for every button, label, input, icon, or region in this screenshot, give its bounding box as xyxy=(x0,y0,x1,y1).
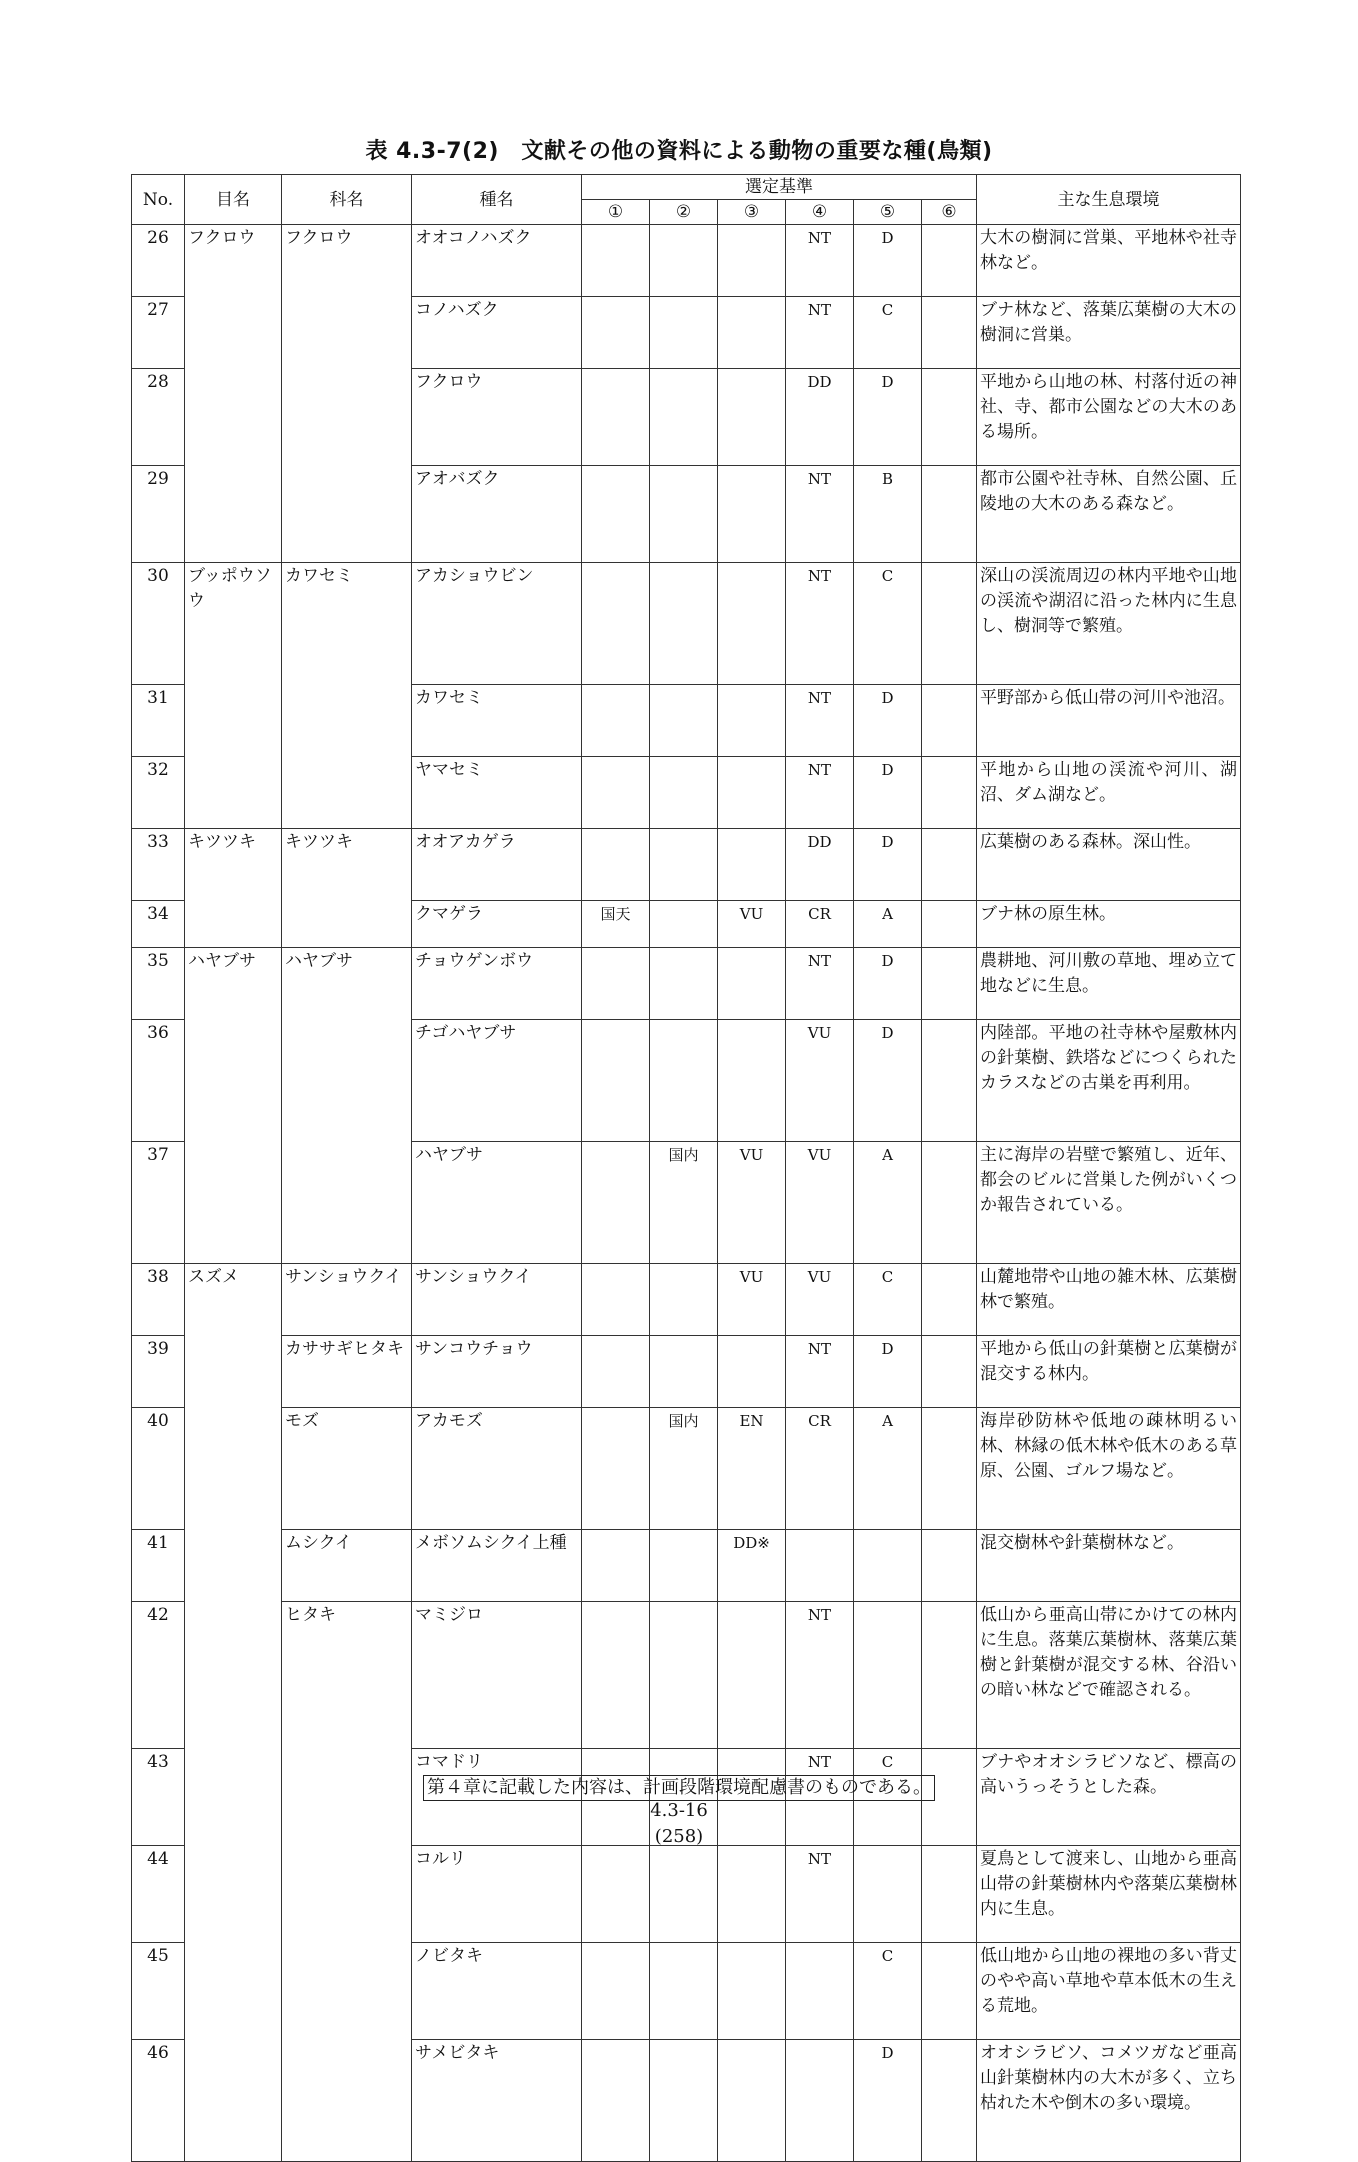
cell-criterion-3 xyxy=(718,1846,786,1943)
cell-criterion-3 xyxy=(718,563,786,685)
cell-criterion-1 xyxy=(582,225,650,297)
cell-habitat: ブナやオオシラビソなど、標高の高いうっそうとした森。 xyxy=(977,1749,1241,1846)
cell-criterion-6 xyxy=(922,1846,977,1943)
cell-criterion-3 xyxy=(718,2040,786,2162)
cell-family: フクロウ xyxy=(282,225,412,563)
cell-habitat: 広葉樹のある森林。深山性。 xyxy=(977,829,1241,901)
cell-criterion-6 xyxy=(922,1530,977,1602)
cell-criterion-5 xyxy=(854,1530,922,1602)
cell-criterion-6 xyxy=(922,1264,977,1336)
cell-criterion-4 xyxy=(786,1943,854,2040)
cell-no: 40 xyxy=(132,1408,185,1530)
cell-criterion-3 xyxy=(718,1336,786,1408)
cell-species: クマゲラ xyxy=(412,901,582,948)
cell-species: サンショウクイ xyxy=(412,1264,582,1336)
table-row xyxy=(132,563,1241,685)
cell-family: ハヤブサ xyxy=(282,948,412,1264)
header-family: 科名 xyxy=(282,175,412,225)
cell-criterion-1 xyxy=(582,1020,650,1142)
cell-species: ヤマセミ xyxy=(412,757,582,829)
header-criterion-4: ④ xyxy=(786,200,854,225)
cell-no: 45 xyxy=(132,1943,185,2040)
cell-criterion-1 xyxy=(582,1530,650,1602)
species-table xyxy=(131,174,1241,2162)
cell-criterion-5: B xyxy=(854,466,922,563)
cell-criterion-2 xyxy=(650,1846,718,1943)
cell-criterion-3: DD※ xyxy=(718,1530,786,1602)
page-number-sub: (258) xyxy=(654,1826,704,1847)
cell-criterion-4: NT xyxy=(786,225,854,297)
table-row xyxy=(132,1602,1241,1749)
table-header xyxy=(132,175,1241,225)
cell-no: 37 xyxy=(132,1142,185,1264)
header-habitat: 主な生息環境 xyxy=(977,175,1241,225)
cell-criterion-1 xyxy=(582,1602,650,1749)
table-row xyxy=(132,1530,1241,1602)
cell-criterion-2 xyxy=(650,1943,718,2040)
cell-habitat: 農耕地、河川敷の草地、埋め立て地などに生息。 xyxy=(977,948,1241,1020)
cell-species: マミジロ xyxy=(412,1602,582,1749)
cell-criterion-5: D xyxy=(854,685,922,757)
cell-species: オオアカゲラ xyxy=(412,829,582,901)
cell-criterion-2 xyxy=(650,1336,718,1408)
cell-criterion-3 xyxy=(718,829,786,901)
cell-criterion-6 xyxy=(922,901,977,948)
cell-family: サンショウクイ xyxy=(282,1264,412,1336)
cell-criterion-2 xyxy=(650,1020,718,1142)
cell-criterion-5: D xyxy=(854,1336,922,1408)
cell-criterion-4: NT xyxy=(786,685,854,757)
cell-criterion-3: VU xyxy=(718,901,786,948)
cell-species: ハヤブサ xyxy=(412,1142,582,1264)
cell-criterion-5: A xyxy=(854,901,922,948)
cell-criterion-2 xyxy=(650,685,718,757)
cell-criterion-5: C xyxy=(854,1943,922,2040)
cell-criterion-4: NT xyxy=(786,297,854,369)
cell-criterion-4: VU xyxy=(786,1020,854,1142)
cell-criterion-6 xyxy=(922,563,977,685)
cell-criterion-4: CR xyxy=(786,901,854,948)
cell-criterion-3 xyxy=(718,225,786,297)
cell-criterion-2 xyxy=(650,563,718,685)
table-row xyxy=(132,829,1241,901)
cell-habitat: 深山の渓流周辺の林内平地や山地の渓流や湖沼に沿った林内に生息し、樹洞等で繁殖。 xyxy=(977,563,1241,685)
page-number: 4.3-16 xyxy=(650,1800,708,1821)
cell-criterion-5: C xyxy=(854,1264,922,1336)
cell-species: メボソムシクイ上種 xyxy=(412,1530,582,1602)
cell-habitat: 平地から山地の渓流や河川、湖沼、ダム湖など。 xyxy=(977,757,1241,829)
cell-criterion-4: NT xyxy=(786,466,854,563)
cell-habitat: 平野部から低山帯の河川や池沼。 xyxy=(977,685,1241,757)
cell-criterion-2: 国内 xyxy=(650,1142,718,1264)
cell-criterion-4: NT xyxy=(786,1749,854,1846)
cell-no: 34 xyxy=(132,901,185,948)
cell-criterion-5: D xyxy=(854,225,922,297)
header-criterion-6: ⑥ xyxy=(922,200,977,225)
cell-criterion-2 xyxy=(650,757,718,829)
cell-species: フクロウ xyxy=(412,369,582,466)
cell-criterion-5: D xyxy=(854,829,922,901)
cell-species: アオバズク xyxy=(412,466,582,563)
cell-criterion-5: D xyxy=(854,2040,922,2162)
cell-criterion-3: VU xyxy=(718,1264,786,1336)
cell-no: 38 xyxy=(132,1264,185,1336)
cell-no: 35 xyxy=(132,948,185,1020)
cell-criterion-3 xyxy=(718,685,786,757)
header-species: 種名 xyxy=(412,175,582,225)
cell-no: 27 xyxy=(132,297,185,369)
cell-criterion-6 xyxy=(922,297,977,369)
cell-family: キツツキ xyxy=(282,829,412,948)
cell-species: オオコノハズク xyxy=(412,225,582,297)
cell-criterion-6 xyxy=(922,1020,977,1142)
cell-species: カワセミ xyxy=(412,685,582,757)
cell-species: サンコウチョウ xyxy=(412,1336,582,1408)
cell-criterion-1: 国天 xyxy=(582,901,650,948)
cell-criterion-2 xyxy=(650,1602,718,1749)
cell-habitat: 大木の樹洞に営巣、平地林や社寺林など。 xyxy=(977,225,1241,297)
cell-criterion-3 xyxy=(718,466,786,563)
table-row xyxy=(132,1264,1241,1336)
footer-notice-box xyxy=(0,1775,1358,1801)
cell-species: アカショウビン xyxy=(412,563,582,685)
cell-criterion-1 xyxy=(582,1336,650,1408)
footer-notice: 第４章に記載した内容は、計画段階環境配慮書のものである。 xyxy=(423,1775,935,1801)
cell-criterion-4: VU xyxy=(786,1264,854,1336)
cell-criterion-5: A xyxy=(854,1408,922,1530)
cell-criterion-2 xyxy=(650,225,718,297)
table-title: 表 4.3-7(2) 文献その他の資料による動物の重要な種(鳥類) xyxy=(365,139,993,164)
cell-criterion-4 xyxy=(786,1530,854,1602)
cell-habitat: 夏鳥として渡来し、山地から亜高山帯の針葉樹林内や落葉広葉樹林内に生息。 xyxy=(977,1846,1241,1943)
cell-criterion-4 xyxy=(786,2040,854,2162)
header-criterion-5: ⑤ xyxy=(854,200,922,225)
cell-criterion-5: D xyxy=(854,757,922,829)
cell-family: ヒタキ xyxy=(282,1602,412,2162)
cell-criterion-1 xyxy=(582,1408,650,1530)
cell-criterion-6 xyxy=(922,829,977,901)
cell-no: 32 xyxy=(132,757,185,829)
cell-criterion-1 xyxy=(582,466,650,563)
cell-no: 30 xyxy=(132,563,185,685)
cell-no: 31 xyxy=(132,685,185,757)
cell-criterion-4: CR xyxy=(786,1408,854,1530)
cell-criterion-6 xyxy=(922,466,977,563)
table-row xyxy=(132,948,1241,1020)
cell-criterion-4: NT xyxy=(786,563,854,685)
cell-family: カササギヒタキ xyxy=(282,1336,412,1408)
cell-criterion-5 xyxy=(854,1846,922,1943)
cell-habitat: 主に海岸の岩壁で繁殖し、近年、都会のビルに営巣した例がいくつか報告されている。 xyxy=(977,1142,1241,1264)
cell-criterion-2 xyxy=(650,1530,718,1602)
header-no: No. xyxy=(132,175,185,225)
cell-criterion-6 xyxy=(922,757,977,829)
table-row xyxy=(132,1408,1241,1530)
cell-species: アカモズ xyxy=(412,1408,582,1530)
cell-species: コノハズク xyxy=(412,297,582,369)
cell-criterion-3 xyxy=(718,948,786,1020)
cell-order: ブッポウソウ xyxy=(185,563,282,829)
cell-family: カワセミ xyxy=(282,563,412,829)
cell-habitat: 混交樹林や針葉樹林など。 xyxy=(977,1530,1241,1602)
cell-criterion-3: VU xyxy=(718,1142,786,1264)
cell-order: キツツキ xyxy=(185,829,282,948)
cell-criterion-2 xyxy=(650,466,718,563)
cell-criterion-1 xyxy=(582,1264,650,1336)
cell-criterion-5: C xyxy=(854,297,922,369)
cell-criterion-1 xyxy=(582,563,650,685)
cell-criterion-4: NT xyxy=(786,1602,854,1749)
cell-criterion-4: NT xyxy=(786,948,854,1020)
cell-criterion-5: A xyxy=(854,1142,922,1264)
cell-criterion-5: C xyxy=(854,1749,922,1846)
cell-no: 46 xyxy=(132,2040,185,2162)
cell-criterion-1 xyxy=(582,757,650,829)
cell-criterion-2 xyxy=(650,1264,718,1336)
cell-habitat: 平地から低山の針葉樹と広葉樹が混交する林内。 xyxy=(977,1336,1241,1408)
cell-no: 42 xyxy=(132,1602,185,1749)
cell-habitat: 都市公園や社寺林、自然公園、丘陵地の大木のある森など。 xyxy=(977,466,1241,563)
cell-no: 29 xyxy=(132,466,185,563)
cell-criterion-6 xyxy=(922,1336,977,1408)
cell-criterion-5: D xyxy=(854,948,922,1020)
cell-habitat: 山麓地帯や山地の雑木林、広葉樹林で繁殖。 xyxy=(977,1264,1241,1336)
cell-criterion-4: VU xyxy=(786,1142,854,1264)
cell-criterion-5: D xyxy=(854,1020,922,1142)
cell-habitat: 平地から山地の林、村落付近の神社、寺、都市公園などの大木のある場所。 xyxy=(977,369,1241,466)
cell-criterion-4: DD xyxy=(786,369,854,466)
cell-criterion-4: NT xyxy=(786,1846,854,1943)
cell-criterion-4: DD xyxy=(786,829,854,901)
cell-criterion-2 xyxy=(650,948,718,1020)
cell-criterion-1 xyxy=(582,948,650,1020)
cell-family: ムシクイ xyxy=(282,1530,412,1602)
cell-criterion-6 xyxy=(922,1142,977,1264)
cell-criterion-1 xyxy=(582,297,650,369)
cell-species: コマドリ xyxy=(412,1749,582,1846)
cell-criterion-6 xyxy=(922,1408,977,1530)
table-row xyxy=(132,1336,1241,1408)
cell-species: チョウゲンボウ xyxy=(412,948,582,1020)
cell-criterion-2: 国内 xyxy=(650,1408,718,1530)
cell-no: 39 xyxy=(132,1336,185,1408)
cell-species: サメビタキ xyxy=(412,2040,582,2162)
cell-criterion-6 xyxy=(922,1943,977,2040)
cell-criterion-1 xyxy=(582,685,650,757)
cell-criterion-1 xyxy=(582,1142,650,1264)
cell-no: 43 xyxy=(132,1749,185,1846)
table-body xyxy=(132,225,1241,2162)
cell-species: ノビタキ xyxy=(412,1943,582,2040)
cell-criterion-6 xyxy=(922,369,977,466)
cell-criterion-6 xyxy=(922,1602,977,1749)
cell-no: 33 xyxy=(132,829,185,901)
table-row xyxy=(132,225,1241,297)
cell-habitat: 低山地から山地の裸地の多い背丈のやや高い草地や草本低木の生える荒地。 xyxy=(977,1943,1241,2040)
cell-species: チゴハヤブサ xyxy=(412,1020,582,1142)
header-order: 目名 xyxy=(185,175,282,225)
cell-criterion-3 xyxy=(718,1602,786,1749)
cell-no: 26 xyxy=(132,225,185,297)
header-criterion-2: ② xyxy=(650,200,718,225)
header-criterion-1: ① xyxy=(582,200,650,225)
cell-criterion-3 xyxy=(718,1943,786,2040)
cell-criterion-5 xyxy=(854,1602,922,1749)
cell-criterion-6 xyxy=(922,948,977,1020)
cell-criterion-4: NT xyxy=(786,1336,854,1408)
cell-criterion-3 xyxy=(718,369,786,466)
cell-species: コルリ xyxy=(412,1846,582,1943)
cell-habitat: 内陸部。平地の社寺林や屋敷林内の針葉樹、鉄塔などにつくられたカラスなどの古巣を再利用。 xyxy=(977,1020,1241,1142)
cell-order: スズメ xyxy=(185,1264,282,2162)
header-criteria: 選定基準 xyxy=(582,175,977,200)
cell-criterion-4: NT xyxy=(786,757,854,829)
cell-criterion-2 xyxy=(650,901,718,948)
cell-criterion-1 xyxy=(582,1846,650,1943)
cell-criterion-3 xyxy=(718,1020,786,1142)
cell-no: 41 xyxy=(132,1530,185,1602)
cell-family: モズ xyxy=(282,1408,412,1530)
cell-criterion-1 xyxy=(582,369,650,466)
cell-criterion-5: C xyxy=(854,563,922,685)
cell-criterion-3: EN xyxy=(718,1408,786,1530)
cell-habitat: オオシラビソ、コメツガなど亜高山針葉樹林内の大木が多く、立ち枯れた木や倒木の多い環境。 xyxy=(977,2040,1241,2162)
cell-criterion-2 xyxy=(650,829,718,901)
cell-criterion-2 xyxy=(650,297,718,369)
cell-habitat: ブナ林など、落葉広葉樹の大木の樹洞に営巣。 xyxy=(977,297,1241,369)
cell-criterion-6 xyxy=(922,685,977,757)
cell-habitat: 海岸砂防林や低地の疎林明るい林、林縁の低木林や低木のある草原、公園、ゴルフ場など。 xyxy=(977,1408,1241,1530)
cell-criterion-3 xyxy=(718,757,786,829)
cell-order: フクロウ xyxy=(185,225,282,563)
cell-criterion-3 xyxy=(718,297,786,369)
cell-criterion-1 xyxy=(582,829,650,901)
cell-no: 28 xyxy=(132,369,185,466)
cell-habitat: ブナ林の原生林。 xyxy=(977,901,1241,948)
cell-no: 36 xyxy=(132,1020,185,1142)
header-criterion-3: ③ xyxy=(718,200,786,225)
cell-criterion-2 xyxy=(650,369,718,466)
cell-criterion-1 xyxy=(582,1943,650,2040)
cell-criterion-5: D xyxy=(854,369,922,466)
cell-criterion-6 xyxy=(922,225,977,297)
cell-criterion-6 xyxy=(922,2040,977,2162)
cell-no: 44 xyxy=(132,1846,185,1943)
cell-criterion-2 xyxy=(650,2040,718,2162)
cell-order: ハヤブサ xyxy=(185,948,282,1264)
cell-criterion-1 xyxy=(582,2040,650,2162)
cell-habitat: 低山から亜高山帯にかけての林内に生息。落葉広葉樹林、落葉広葉樹と針葉樹が混交する林、谷沿いの暗い林などで確認される。 xyxy=(977,1602,1241,1749)
